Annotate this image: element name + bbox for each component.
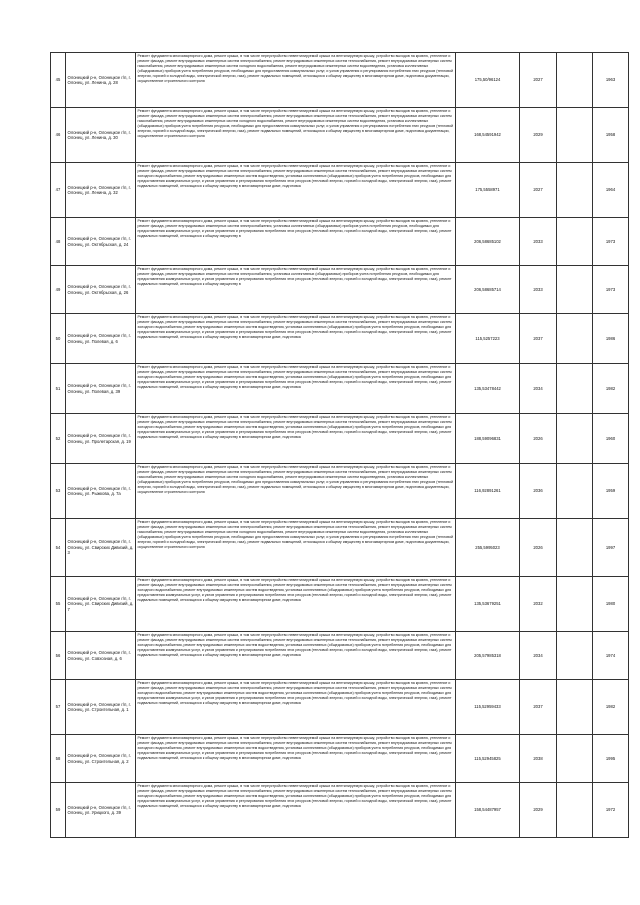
planned-year-cell: 2029 — [520, 783, 557, 838]
table-row — [51, 632, 629, 680]
row-number: 57 — [51, 680, 66, 735]
area-value-cell: 206,58685714 — [456, 266, 520, 314]
planned-year-cell: 2038 — [520, 735, 557, 783]
table-row — [51, 577, 629, 632]
works-description-cell: Ремонт фундамента многоквартирного дома, ремонт крыши, в том числе переустройство невентилируемой крыши на вентилируемую крышу, устройство выходов на кровлю, утепление и ремонт фасада, ремонт внутридомовых инженерных систем электроснабжения, установка коллективных (общедомовых) приборов учета потребления ресурсов, необходимых для предоставления коммунальных услуг, и узлов управления и регулирования потребления этих ресурсов (тепловой энергии, горячей и холодной воды, электрической энергии, газа), ремонт подвальных помещений, относящихся к общему имуществу в — [136, 218, 456, 266]
row-number: 53 — [51, 464, 66, 519]
address-cell: Олонецкий р-н, Олонецкое г/п, г. Олонец, ул. Совхозная, д. 6 — [66, 632, 136, 680]
empty-cell — [557, 364, 593, 414]
empty-cell — [557, 519, 593, 577]
area-value-cell: 158,54487957 — [456, 783, 520, 838]
planned-year-cell: 2036 — [520, 464, 557, 519]
table-row — [51, 218, 629, 266]
table-row — [51, 108, 629, 163]
row-number: 45 — [51, 53, 66, 108]
area-value-cell: 115,52959433 — [456, 680, 520, 735]
works-description-cell: Ремонт фундамента многоквартирного дома, ремонт крыши, в том числе переустройство невентилируемой крыши на вентилируемую крышу, устройство выходов на кровлю, утепление и ремонт фасада, ремонт внутридомовых инженерных систем электроснабжения, установка коллективных (общедомовых) приборов учета потребления ресурсов, необходимых для предоставления коммунальных услуг, и узлов управления и регулирования потребления этих ресурсов (тепловой энергии, горячей и холодной воды, электрической энергии, газа), ремонт подвальных помещений, относящихся к общему имуществу в — [136, 266, 456, 314]
built-year-cell: 1973 — [593, 218, 629, 266]
row-number: 58 — [51, 735, 66, 783]
works-description-cell: Ремонт фундамента многоквартирного дома, ремонт крыши, в том числе переустройство невентилируемой крыши на вентилируемую крышу, устройство выходов на кровлю, утепление и ремонт фасада, ремонт внутридомовых инженерных систем электроснабжения, ремонт внутридомовых инженерных систем теплоснабжения, ремонт внутридомовых инженерных систем холодного водоснабжения, ремонт внутридомовых инженерных систем водоотведения, установка коллективных (общедомовых) приборов учета потребления ресурсов, необходимых для предоставления коммунальных услуг, и узлов управления и регулирования потребления этих ресурсов (тепловой энергии, горячей и холодной воды, электрической энергии, газа), ремонт подвальных помещений, относящихся к общему имуществу в многоквартирном доме, подготовка — [136, 314, 456, 364]
area-value-cell: 135,53478442 — [456, 364, 520, 414]
table-row — [51, 414, 629, 464]
works-description-cell: Ремонт фундамента многоквартирного дома, ремонт крыши, в том числе переустройство невентилируемой крыши на вентилируемую крышу, устройство выходов на кровлю, утепление и ремонт фасада, ремонт внутридомовых инженерных систем электроснабжения, ремонт внутридомовых инженерных систем теплоснабжения, ремонт внутридомовых инженерных систем холодного водоснабжения, ремонт внутридомовых инженерных систем водоотведения, установка коллективных (общедомовых) приборов учета потребления ресурсов, необходимых для предоставления коммунальных услуг, и узлов управления и регулирования потребления этих ресурсов (тепловой энергии, горячей и холодной воды, электрической энергии, газа), ремонт подвальных помещений, относящихся к общему имуществу в многоквартирном доме, подготовка — [136, 577, 456, 632]
row-number: 59 — [51, 783, 66, 838]
works-description-cell: Ремонт фундамента многоквартирного дома, ремонт крыши, в том числе переустройство невентилируемой крыши на вентилируемую крышу, устройство выходов на кровлю, утепление и ремонт фасада, ремонт внутридомовых инженерных систем электроснабжения, ремонт внутридомовых инженерных систем теплоснабжения, ремонт внутридомовых инженерных систем газоснабжения, ремонт внутридомовых инженерных систем холодного водоснабжения, ремонт внутридомовых инженерных систем водоотведения, установка коллективных (общедомовых) приборов учета потребления ресурсов, необходимых для предоставления коммунальных услуг, и узлов управления и регулирования потребления этих ресурсов (тепловой энергии, горячей и холодной воды, электрической энергии, газа), ремонт подвальных помещений, относящихся к общему имуществу в многоквартирном доме, подготовка документации, осуществление строительного контроля — [136, 53, 456, 108]
row-number: 48 — [51, 218, 66, 266]
area-value-cell: 116,92891261 — [456, 464, 520, 519]
row-number: 56 — [51, 632, 66, 680]
table-row — [51, 266, 629, 314]
planned-year-cell: 2037 — [520, 314, 557, 364]
area-value-cell: 115,5257223 — [456, 314, 520, 364]
built-year-cell: 1964 — [593, 163, 629, 218]
row-number: 49 — [51, 266, 66, 314]
works-description-cell: Ремонт фундамента многоквартирного дома, ремонт крыши, в том числе переустройство невентилируемой крыши на вентилируемую крышу, устройство выходов на кровлю, утепление и ремонт фасада, ремонт внутридомовых инженерных систем электроснабжения, ремонт внутридомовых инженерных систем теплоснабжения, ремонт внутридомовых инженерных систем газоснабжения, ремонт внутридомовых инженерных систем холодного водоснабжения, ремонт внутридомовых инженерных систем водоотведения, установка коллективных (общедомовых) приборов учета потребления ресурсов, необходимых для предоставления коммунальных услуг, и узлов управления и регулирования потребления этих ресурсов (тепловой энергии, горячей и холодной воды, электрической энергии, газа), ремонт подвальных помещений, относящихся к общему имуществу в многоквартирном доме, подготовка документации, осуществление строительного контроля — [136, 519, 456, 577]
planned-year-cell: 2027 — [520, 53, 557, 108]
works-description-cell: Ремонт фундамента многоквартирного дома, ремонт крыши, в том числе переустройство невентилируемой крыши на вентилируемую крышу, устройство выходов на кровлю, утепление и ремонт фасада, ремонт внутридомовых инженерных систем электроснабжения, ремонт внутридомовых инженерных систем теплоснабжения, ремонт внутридомовых инженерных систем газоснабжения, ремонт внутридомовых инженерных систем холодного водоснабжения, ремонт внутридомовых инженерных систем водоотведения, установка коллективных (общедомовых) приборов учета потребления ресурсов, необходимых для предоставления коммунальных услуг, и узлов управления и регулирования потребления этих ресурсов (тепловой энергии, горячей и холодной воды, электрической энергии, газа), ремонт подвальных помещений, относящихся к общему имуществу в многоквартирном доме, подготовка документации, осуществление строительного контроля — [136, 108, 456, 163]
works-description-cell: Ремонт фундамента многоквартирного дома, ремонт крыши, в том числе переустройство невентилируемой крыши на вентилируемую крышу, устройство выходов на кровлю, утепление и ремонт фасада, ремонт внутридомовых инженерных систем электроснабжения, ремонт внутридомовых инженерных систем теплоснабжения, ремонт внутридомовых инженерных систем холодного водоснабжения, ремонт внутридомовых инженерных систем водоотведения, установка коллективных (общедомовых) приборов учета потребления ресурсов, необходимых для предоставления коммунальных услуг, и узлов управления и регулирования потребления этих ресурсов (тепловой энергии, горячей и холодной воды, электрической энергии, газа), ремонт подвальных помещений, относящихся к общему имуществу в многоквартирном доме, подготовка — [136, 364, 456, 414]
address-cell: Олонецкий р-н, Олонецкое г/п, г. Олонец, ул. Октябрьская, д. 24 — [66, 218, 136, 266]
empty-cell — [557, 464, 593, 519]
address-cell: Олонецкий р-н, Олонецкое г/п, г. Олонец, ул. Полевая, д. 6 — [66, 314, 136, 364]
works-description-cell: Ремонт фундамента многоквартирного дома, ремонт крыши, в том числе переустройство невентилируемой крыши на вентилируемую крышу, устройство выходов на кровлю, утепление и ремонт фасада, ремонт внутридомовых инженерных систем электроснабжения, ремонт внутридомовых инженерных систем теплоснабжения, ремонт внутридомовых инженерных систем холодного водоснабжения, ремонт внутридомовых инженерных систем водоотведения, установка коллективных (общедомовых) приборов учета потребления ресурсов, необходимых для предоставления коммунальных услуг, и узлов управления и регулирования потребления этих ресурсов (тепловой энергии, горячей и холодной воды, электрической энергии, газа), ремонт подвальных помещений, относящихся к общему имуществу в многоквартирном доме, подготовка — [136, 632, 456, 680]
empty-cell — [557, 783, 593, 838]
built-year-cell: 1972 — [593, 783, 629, 838]
table-row — [51, 163, 629, 218]
area-value-cell: 255,5995023 — [456, 519, 520, 577]
planned-year-cell: 2029 — [520, 108, 557, 163]
area-value-cell: 205,57985318 — [456, 632, 520, 680]
built-year-cell: 1982 — [593, 680, 629, 735]
planned-year-cell: 2034 — [520, 632, 557, 680]
empty-cell — [557, 632, 593, 680]
built-year-cell: 1995 — [593, 735, 629, 783]
row-number: 47 — [51, 163, 66, 218]
empty-cell — [557, 53, 593, 108]
empty-cell — [557, 314, 593, 364]
area-value-cell: 168,54591942 — [456, 108, 520, 163]
planned-year-cell: 2037 — [520, 680, 557, 735]
built-year-cell: 1960 — [593, 414, 629, 464]
built-year-cell: 1974 — [593, 632, 629, 680]
address-cell: Олонецкий р-н, Олонецкое г/п, г. Олонец, ул. Ленина, д. 32 — [66, 163, 136, 218]
table-row — [51, 464, 629, 519]
works-description-cell: Ремонт фундамента многоквартирного дома, ремонт крыши, в том числе переустройство невентилируемой крыши на вентилируемую крышу, устройство выходов на кровлю, утепление и ремонт фасада, ремонт внутридомовых инженерных систем электроснабжения, ремонт внутридомовых инженерных систем теплоснабжения, ремонт внутридомовых инженерных систем холодного водоснабжения, ремонт внутридомовых инженерных систем водоотведения, установка коллективных (общедомовых) приборов учета потребления ресурсов, необходимых для предоставления коммунальных услуг, и узлов управления и регулирования потребления этих ресурсов (тепловой энергии, горячей и холодной воды, электрической энергии, газа), ремонт подвальных помещений, относящихся к общему имуществу в многоквартирном доме, подготовка — [136, 680, 456, 735]
area-value-cell: 175,50/96124 — [456, 53, 520, 108]
works-description-cell: Ремонт фундамента многоквартирного дома, ремонт крыши, в том числе переустройство невентилируемой крыши на вентилируемую крышу, устройство выходов на кровлю, утепление и ремонт фасада, ремонт внутридомовых инженерных систем электроснабжения, ремонт внутридомовых инженерных систем теплоснабжения, ремонт внутридомовых инженерных систем холодного водоснабжения, ремонт внутридомовых инженерных систем водоотведения, установка коллективных (общедомовых) приборов учета потребления ресурсов, необходимых для предоставления коммунальных услуг, и узлов управления и регулирования потребления этих ресурсов (тепловой энергии, горячей и холодной воды, электрической энергии, газа), ремонт подвальных помещений, относящихся к общему имуществу в многоквартирном доме, подготовка — [136, 414, 456, 464]
empty-cell — [557, 218, 593, 266]
row-number: 54 — [51, 519, 66, 577]
planned-year-cell: 2032 — [520, 577, 557, 632]
table-row — [51, 519, 629, 577]
works-description-cell: Ремонт фундамента многоквартирного дома, ремонт крыши, в том числе переустройство невентилируемой крыши на вентилируемую крышу, устройство выходов на кровлю, утепление и ремонт фасада, ремонт внутридомовых инженерных систем электроснабжения, ремонт внутридомовых инженерных систем теплоснабжения, ремонт внутридомовых инженерных систем газоснабжения, ремонт внутридомовых инженерных систем холодного водоснабжения, ремонт внутридомовых инженерных систем водоотведения, установка коллективных (общедомовых) приборов учета потребления ресурсов, необходимых для предоставления коммунальных услуг, и узлов управления и регулирования потребления этих ресурсов (тепловой энергии, горячей и холодной воды, электрической энергии, газа), ремонт подвальных помещений, относящихся к общему имуществу в многоквартирном доме, подготовка документации, осуществление строительного контроля — [136, 464, 456, 519]
table-row — [51, 735, 629, 783]
address-cell: Олонецкий р-н, Олонецкое г/п, г. Олонец, ул. Пролетарская, д. 19 — [66, 414, 136, 464]
works-description-cell: Ремонт фундамента многоквартирного дома, ремонт крыши, в том числе переустройство невентилируемой крыши на вентилируемую крышу, устройство выходов на кровлю, утепление и ремонт фасада, ремонт внутридомовых инженерных систем электроснабжения, ремонт внутридомовых инженерных систем теплоснабжения, ремонт внутридомовых инженерных систем холодного водоснабжения, ремонт внутридомовых инженерных систем водоотведения, установка коллективных (общедомовых) приборов учета потребления ресурсов, необходимых для предоставления коммунальных услуг, и узлов управления и регулирования потребления этих ресурсов (тепловой энергии, горячей и холодной воды, электрической энергии, газа), ремонт подвальных помещений, относящихся к общему имуществу в многоквартирном доме, подготовка — [136, 163, 456, 218]
built-year-cell: 1959 — [593, 464, 629, 519]
built-year-cell: 1997 — [593, 519, 629, 577]
empty-cell — [557, 414, 593, 464]
built-year-cell: 1980 — [593, 577, 629, 632]
capital-repair-table — [50, 52, 629, 838]
area-value-cell: 135,53679251 — [456, 577, 520, 632]
document-page — [50, 52, 628, 838]
address-cell: Олонецкий р-н, Олонецкое г/п, г. Олонец, ул. Урицкого, д. 39 — [66, 783, 136, 838]
table-row — [51, 680, 629, 735]
address-cell: Олонецкий р-н, Олонецкое г/п, г. Олонец, ул. Строительная, д. 2 — [66, 735, 136, 783]
empty-cell — [557, 577, 593, 632]
built-year-cell: 1963 — [593, 53, 629, 108]
built-year-cell: 1973 — [593, 266, 629, 314]
table-row — [51, 783, 629, 838]
area-value-cell: 188,59096831 — [456, 414, 520, 464]
row-number: 51 — [51, 364, 66, 414]
row-number: 50 — [51, 314, 66, 364]
empty-cell — [557, 735, 593, 783]
address-cell: Олонецкий р-н, Олонецкое г/п, г. Олонец, ул. Ленина, д. 30 — [66, 108, 136, 163]
table-row — [51, 364, 629, 414]
address-cell: Олонецкий р-н, Олонецкое г/п, г. Олонец, ул. Свирских Дивизий, д. 7 — [66, 577, 136, 632]
planned-year-cell: 2034 — [520, 364, 557, 414]
address-cell: Олонецкий р-н, Олонецкое г/п, г. Олонец, ул. Строительная, д. 1 — [66, 680, 136, 735]
address-cell: Олонецкий р-н, Олонецкое г/п, г. Олонец, ул. Ленина, д. 28 — [66, 53, 136, 108]
table-body — [51, 53, 629, 838]
planned-year-cell: 2026 — [520, 519, 557, 577]
built-year-cell: 1986 — [593, 314, 629, 364]
address-cell: Олонецкий р-н, Олонецкое г/п, г. Олонец, ул. Свирских Дивизий, д. 3 — [66, 519, 136, 577]
works-description-cell: Ремонт фундамента многоквартирного дома, ремонт крыши, в том числе переустройство невентилируемой крыши на вентилируемую крышу, устройство выходов на кровлю, утепление и ремонт фасада, ремонт внутридомовых инженерных систем электроснабжения, ремонт внутридомовых инженерных систем теплоснабжения, ремонт внутридомовых инженерных систем холодного водоснабжения, ремонт внутридомовых инженерных систем водоотведения, установка коллективных (общедомовых) приборов учета потребления ресурсов, необходимых для предоставления коммунальных услуг, и узлов управления и регулирования потребления этих ресурсов (тепловой энергии, горячей и холодной воды, электрической энергии, газа), ремонт подвальных помещений, относящихся к общему имуществу в многоквартирном доме, подготовка — [136, 735, 456, 783]
empty-cell — [557, 163, 593, 218]
planned-year-cell: 2027 — [520, 163, 557, 218]
table-row — [51, 314, 629, 364]
area-value-cell: 115,52945825 — [456, 735, 520, 783]
planned-year-cell: 2033 — [520, 218, 557, 266]
works-description-cell: Ремонт фундамента многоквартирного дома, ремонт крыши, в том числе переустройство невентилируемой крыши на вентилируемую крышу, устройство выходов на кровлю, утепление и ремонт фасада, ремонт внутридомовых инженерных систем электроснабжения, ремонт внутридомовых инженерных систем теплоснабжения, ремонт внутридомовых инженерных систем холодного водоснабжения, ремонт внутридомовых инженерных систем водоотведения, установка коллективных (общедомовых) приборов учета потребления ресурсов, необходимых для предоставления коммунальных услуг, и узлов управления и регулирования потребления этих ресурсов (тепловой энергии, горячей и холодной воды, электрической энергии, газа), ремонт подвальных помещений, относящихся к общему имуществу в многоквартирном доме, подготовка — [136, 783, 456, 838]
built-year-cell: 1958 — [593, 108, 629, 163]
area-value-cell: 206,58685102 — [456, 218, 520, 266]
built-year-cell: 1982 — [593, 364, 629, 414]
planned-year-cell: 2033 — [520, 266, 557, 314]
row-number: 52 — [51, 414, 66, 464]
planned-year-cell: 2026 — [520, 414, 557, 464]
table-row — [51, 53, 629, 108]
empty-cell — [557, 108, 593, 163]
area-value-cell: 175,5558971 — [456, 163, 520, 218]
empty-cell — [557, 266, 593, 314]
address-cell: Олонецкий р-н, Олонецкое г/п, г. Олонец, ул. Полевая, д. 39 — [66, 364, 136, 414]
row-number: 46 — [51, 108, 66, 163]
address-cell: Олонецкий р-н, Олонецкое г/п, г. Олонец, ул. Рыжкова, д. 7а — [66, 464, 136, 519]
empty-cell — [557, 680, 593, 735]
address-cell: Олонецкий р-н, Олонецкое г/п, г. Олонец, ул. Октябрьская, д. 26 — [66, 266, 136, 314]
row-number: 55 — [51, 577, 66, 632]
